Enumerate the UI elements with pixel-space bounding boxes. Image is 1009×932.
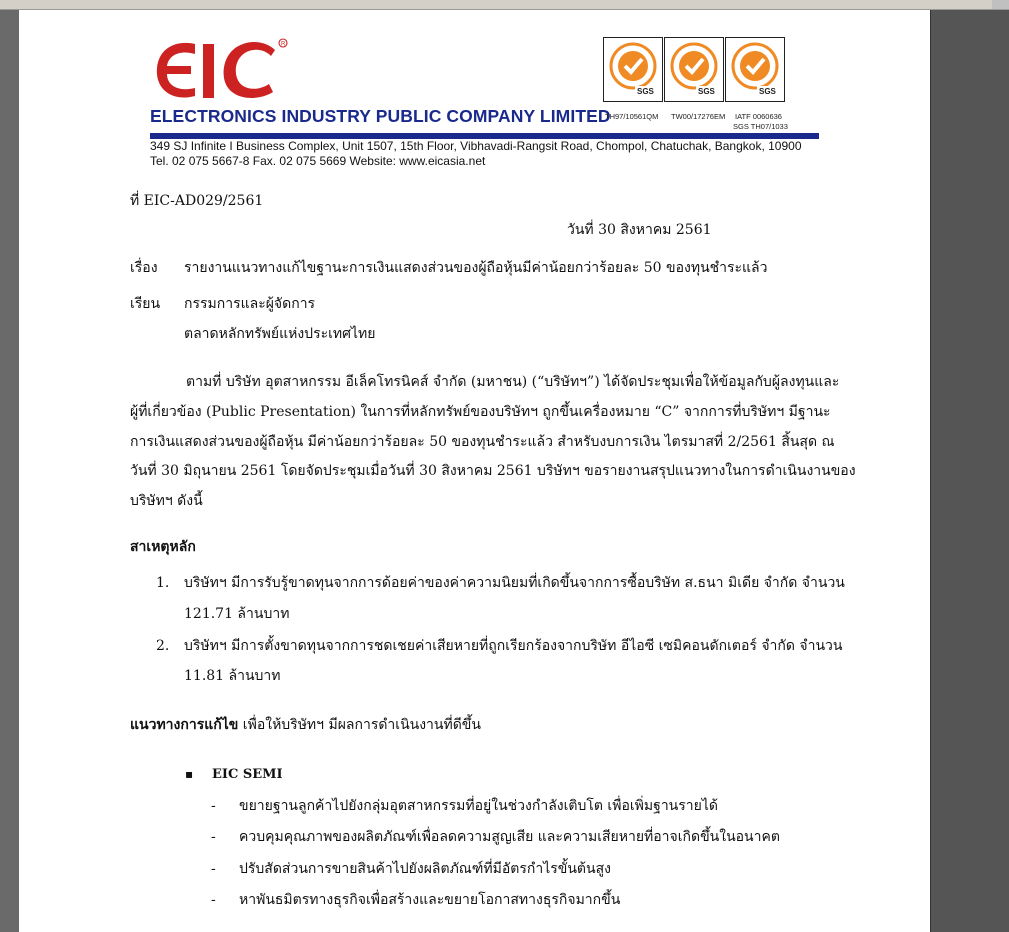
viewer-corner — [992, 0, 1009, 9]
cause-heading: สาเหตุหลัก — [130, 539, 196, 555]
dash-bullet: - — [211, 829, 216, 845]
list-number: 2. — [156, 638, 170, 654]
paragraph-line: บริษัทฯ ดังนี้ — [130, 493, 203, 509]
cert-badge-iatf16949 — [725, 37, 785, 102]
address-line: 349 SJ Infinite I Business Complex, Unit 1507, 15th Floor, Vibhavadi-Rangsit Road, Chompol, Chatuchak, Bangkok, 10900 — [150, 139, 802, 153]
solution-heading-rest: เพื่อให้บริษัทฯ มีผลการดำเนินงานที่ดีขึ้น — [238, 717, 481, 733]
eic-logo — [149, 36, 289, 106]
action-item: หาพันธมิตรทางธุรกิจเพื่อสร้างและขยายโอกาสทางธุรกิจมากขึ้น — [239, 892, 621, 908]
solution-heading-bold: แนวทางการแก้ไข — [130, 717, 239, 733]
viewer-right-pane — [931, 10, 1009, 932]
list-number: 1. — [156, 575, 170, 591]
letter-date: วันที่ 30 สิงหาคม 2561 — [567, 222, 712, 238]
company-address — [150, 139, 802, 169]
cert-code: IATF 0060636 — [735, 112, 782, 121]
solution-heading — [130, 716, 481, 734]
check-seal-icon — [604, 38, 662, 101]
check-seal-icon — [726, 38, 784, 101]
paragraph-line: การเงินแสดงส่วนของผู้ถือหุ้น มีค่าน้อยกว่าร้อยละ 50 ของทุนชำระแล้ว สำหรับงบการเงิน ไตรมาสที่ 2/2561 สิ้นสุด ณ — [130, 434, 835, 450]
dash-bullet: - — [211, 892, 216, 908]
action-item: ปรับสัดส่วนการขายสินค้าไปยังผลิตภัณฑ์ที่มีอัตรกำไรขั้นต้นสูง — [239, 861, 611, 877]
recipient-line: กรรมการและผู้จัดการ — [184, 296, 316, 312]
cert-badge-iso14001 — [664, 37, 724, 102]
check-seal-icon — [665, 38, 723, 101]
list-item-continued: 121.71 ล้านบาท — [184, 606, 290, 622]
paragraph-line: ตามที่ บริษัท อุตสาหกรรม อีเล็คโทรนิคส์ จำกัด (มหาชน) (“บริษัทฯ”) ได้จัดประชุมเพื่อให้ข้อมูลกับผู้ลงทุนและ — [186, 374, 840, 390]
list-item: บริษัทฯ มีการรับรู้ขาดทุนจากการด้อยค่าของค่าความนิยมที่เกิดขึ้นจากการซื้อบริษัท ส.ธนา มิเดีย จำกัด จำนวน — [184, 575, 845, 591]
viewer-left-margin — [0, 10, 19, 932]
registered-mark: R — [281, 41, 286, 48]
document-page — [19, 10, 930, 932]
dash-bullet: - — [211, 798, 216, 814]
svg-text:SGS: SGS — [698, 87, 715, 96]
svg-text:SGS: SGS — [637, 87, 654, 96]
dash-bullet: - — [211, 861, 216, 877]
cert-code: TW00/17276EM — [671, 112, 726, 121]
company-name: ELECTRONICS INDUSTRY PUBLIC COMPANY LIMITED — [150, 106, 611, 126]
recipient-label: เรียน — [130, 296, 161, 312]
list-item: บริษัทฯ มีการตั้งขาดทุนจากการชดเชยค่าเสียหายที่ถูกเรียกร้องจากบริษัท อีไอซี เซมิคอนดักเตอร์ จำกัด จำนวน — [184, 638, 843, 654]
recipient-line: ตลาดหลักทรัพย์แห่งประเทศไทย — [184, 326, 376, 342]
paragraph-line: ผู้ที่เกี่ยวข้อง (Public Presentation) ในการที่หลักทรัพย์ของบริษัทฯ ถูกขึ้นเครื่องหมาย “C” จากการที่บริษัทฯ มีฐานะ — [130, 404, 831, 420]
certification-badges — [603, 37, 803, 109]
cert-badge-iso9001 — [603, 37, 663, 102]
contact-line: Tel. 02 075 5667-8 Fax. 02 075 5669 Website: www.eicasia.net — [150, 154, 486, 168]
subject-label: เรื่อง — [130, 260, 158, 276]
action-item: ควบคุมคุณภาพของผลิตภัณฑ์เพื่อลดความสูญเสีย และความเสียหายที่อาจเกิดขึ้นในอนาคต — [239, 829, 780, 845]
list-item-continued: 11.81 ล้านบาท — [184, 668, 281, 684]
cert-code: SGS TH07/1033 — [733, 122, 788, 131]
action-item: ขยายฐานลูกค้าไปยังกลุ่มอุตสาหกรรมที่อยู่ในช่วงกำลังเติบโต เพื่อเพิ่มฐานรายได้ — [239, 798, 718, 814]
cert-code: TH97/10561QM — [605, 112, 659, 121]
viewer-toolbar — [0, 0, 1009, 10]
reference-number: ที่ EIC-AD029/2561 — [130, 193, 264, 209]
svg-text:SGS: SGS — [759, 87, 776, 96]
paragraph-line: วันที่ 30 มิถุนายน 2561 โดยจัดประชุมเมื่อวันที่ 30 สิงหาคม 2561 บริษัทฯ ขอรายงานสรุปแนวทางในการดำเนินงานของ — [130, 463, 856, 479]
section-title: EIC SEMI — [212, 767, 283, 782]
square-bullet-icon: ▪ — [185, 767, 194, 781]
subject-text: รายงานแนวทางแก้ไขฐานะการเงินแสดงส่วนของผู้ถือหุ้นมีค่าน้อยกว่าร้อยละ 50 ของทุนชำระแล้ว — [184, 260, 768, 276]
